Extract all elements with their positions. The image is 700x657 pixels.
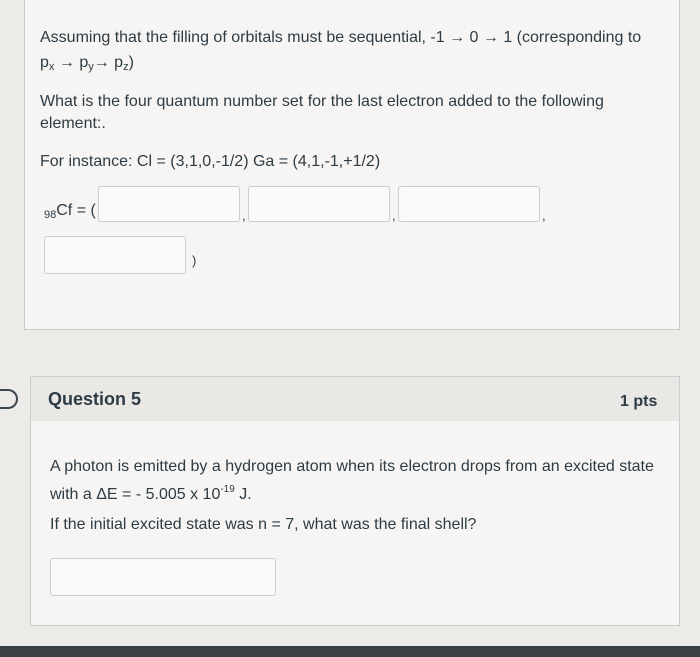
question-points: 1 pts <box>620 393 658 410</box>
separator-comma: , <box>392 208 396 223</box>
question-5-text-line2: with a ΔE = - 5.005 x $10^{-19}$ J. <box>50 484 252 503</box>
question-title: Question 5 <box>48 389 142 409</box>
question-5-text-line1: A photon is emitted by a hydrogen atom when its electron drops from an excited state <box>50 458 654 475</box>
answer-l-input[interactable] <box>248 186 390 222</box>
answer-n-input[interactable] <box>98 186 240 222</box>
question-4-prompt-line2: element:. <box>40 115 106 132</box>
element-label: $_{98}$Cf = ( <box>44 202 96 221</box>
orbital-order-line: $p_x \to p_y\to p_z$) <box>40 54 134 73</box>
final-shell-input[interactable] <box>50 558 276 596</box>
orbital-filling-statement: Assuming that the filling of orbitals must be sequential, -1 → 0 → 1 (corresponding to <box>40 29 642 46</box>
close-paren: ) <box>192 253 197 268</box>
separator-comma: , <box>242 208 246 223</box>
separator-comma: , <box>542 208 546 223</box>
answer-ml-input[interactable] <box>398 186 540 222</box>
answer-ms-input[interactable] <box>44 236 186 274</box>
example-quantum-numbers: For instance: Cl = (3,1,0,-1/2) Ga = (4,1,-1,+1/2) <box>40 153 381 170</box>
flag-question-icon[interactable] <box>0 389 18 409</box>
question-4-prompt-line1: What is the four quantum number set for the last electron added to the following <box>40 93 604 110</box>
screen-bottom-edge <box>0 646 700 657</box>
question-5-text-line3: If the initial excited state was n = 7, what was the final shell? <box>50 516 477 533</box>
